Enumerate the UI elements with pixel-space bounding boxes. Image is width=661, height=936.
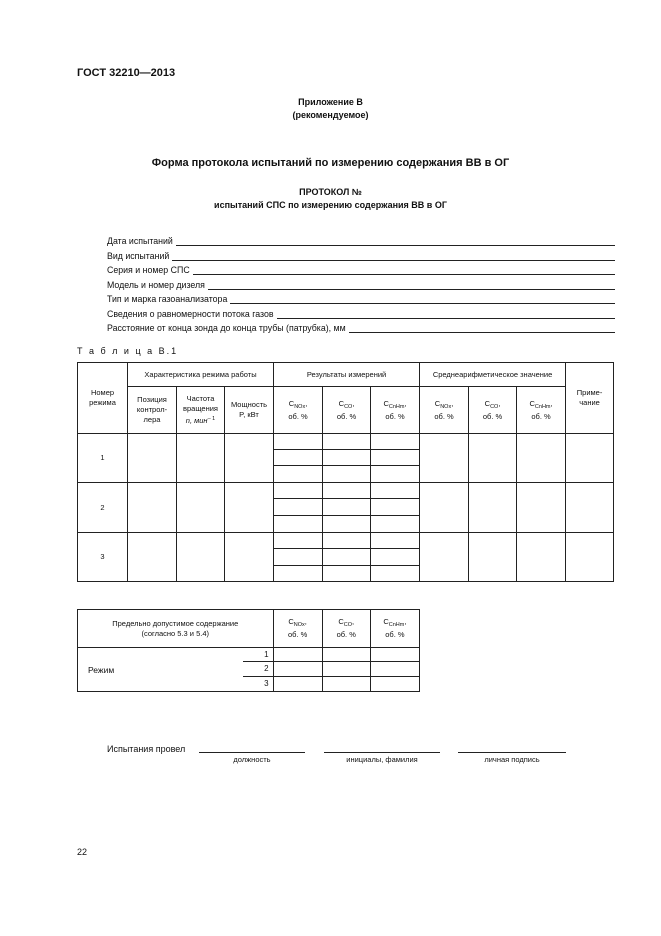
- fill-line[interactable]: [176, 236, 615, 246]
- name-caption: инициалы, фамилия: [346, 755, 418, 764]
- table-cell[interactable]: [323, 516, 371, 533]
- fill-line[interactable]: [349, 323, 615, 333]
- table-cell[interactable]: [274, 533, 323, 549]
- name-line[interactable]: [324, 752, 440, 753]
- table-cell[interactable]: [274, 499, 323, 516]
- table-cell[interactable]: [323, 434, 371, 450]
- mode-label: Режим: [78, 648, 243, 692]
- fill-line[interactable]: [208, 280, 615, 290]
- table-cell[interactable]: [566, 483, 614, 533]
- table-row: [78, 434, 614, 450]
- header-note: Приме- чание: [566, 363, 614, 434]
- field-test-type: [107, 249, 615, 261]
- signature-label: Испытания провел: [107, 744, 186, 754]
- table-cell[interactable]: [177, 533, 225, 582]
- table-cell[interactable]: [371, 516, 420, 533]
- fill-line[interactable]: [172, 251, 615, 261]
- table-cell[interactable]: [469, 483, 517, 533]
- header-cnhm-average: $C_{CnHm}$, об. %: [517, 387, 566, 434]
- header-nox-average: $C_{NOx}$, об. %: [420, 387, 469, 434]
- table-row: [78, 483, 614, 499]
- table-cell[interactable]: [322, 648, 370, 662]
- field-probe-distance: [107, 321, 615, 333]
- table-cell[interactable]: [469, 533, 517, 582]
- header-measurement-results: Результаты измерений: [274, 363, 420, 387]
- table-cell[interactable]: [371, 450, 420, 466]
- header-cnhm-result: $C_{CnHm}$, об. %: [371, 387, 420, 434]
- table-cell[interactable]: [274, 549, 323, 566]
- table-cell[interactable]: [274, 483, 323, 499]
- field-label: Серия и номер СПС: [107, 265, 190, 275]
- table-cell[interactable]: [323, 549, 371, 566]
- mode-number: 2: [78, 483, 128, 533]
- field-label: Расстояние от конца зонда до конца трубы (патрубка), мм: [107, 323, 346, 333]
- field-label: Вид испытаний: [107, 251, 170, 261]
- table-cell[interactable]: [371, 499, 420, 516]
- table-cell[interactable]: [371, 466, 420, 483]
- limits-table: [77, 609, 420, 692]
- table-cell[interactable]: [177, 434, 225, 483]
- table-cell[interactable]: [274, 466, 323, 483]
- field-label: Тип и марка газоанализатора: [107, 294, 228, 304]
- table-cell[interactable]: [370, 677, 419, 692]
- field-label: Модель и номер дизеля: [107, 280, 205, 290]
- table-cell[interactable]: [225, 483, 274, 533]
- field-diesel-model: [107, 278, 615, 290]
- protocol-heading: [0, 186, 661, 212]
- document-id: ГОСТ 32210—2013: [77, 67, 176, 79]
- table-cell[interactable]: [273, 677, 322, 692]
- mode-number: 2: [243, 662, 273, 677]
- protocol-number-label: ПРОТОКОЛ №: [299, 187, 362, 197]
- header-nox-result: $C_{NOx}$, об. %: [274, 387, 323, 434]
- table-cell[interactable]: [371, 533, 420, 549]
- table-cell[interactable]: [274, 434, 323, 450]
- header-controller-position: Позиция контрол- лера: [128, 387, 177, 434]
- protocol-subject: испытаний СПС по измерению содержания ВВ в ОГ: [214, 200, 447, 210]
- signature-caption: личная подпись: [484, 755, 540, 764]
- table-cell[interactable]: [323, 533, 371, 549]
- results-table: [77, 362, 614, 582]
- appendix-title: Приложение В: [298, 97, 363, 107]
- table-cell[interactable]: [322, 662, 370, 677]
- header-nox-limit: $C_{NOx}$, об. %: [273, 610, 322, 648]
- table-cell[interactable]: [370, 648, 419, 662]
- table-cell[interactable]: [517, 533, 566, 582]
- table-cell[interactable]: [517, 434, 566, 483]
- header-average-value: Среднеарифметическое значение: [420, 363, 566, 387]
- fill-line[interactable]: [230, 294, 615, 304]
- appendix-heading: [0, 96, 661, 122]
- table-cell[interactable]: [225, 533, 274, 582]
- table-cell[interactable]: [225, 434, 274, 483]
- header-permissible-limit: Предельно допустимое содержание (согласно 5.3 и 5.4): [78, 610, 274, 648]
- field-analyzer: [107, 292, 615, 304]
- table-cell[interactable]: [371, 549, 420, 566]
- table-cell[interactable]: [323, 499, 371, 516]
- field-test-date: [107, 234, 615, 246]
- table-cell[interactable]: [517, 483, 566, 533]
- table-cell[interactable]: [273, 648, 322, 662]
- position-caption: должность: [233, 755, 271, 764]
- table-cell[interactable]: [323, 450, 371, 466]
- table-cell[interactable]: [371, 483, 420, 499]
- header-co-average: $C_{CO}$, об. %: [469, 387, 517, 434]
- table-cell[interactable]: [128, 483, 177, 533]
- table-cell[interactable]: [420, 434, 469, 483]
- table-cell[interactable]: [371, 566, 420, 582]
- table-cell[interactable]: [566, 533, 614, 582]
- table-cell[interactable]: [323, 466, 371, 483]
- table-cell[interactable]: [273, 662, 322, 677]
- header-rotation-frequency: Частота вращения n, мин$^{- 1}$: [177, 387, 225, 434]
- table-cell[interactable]: [469, 434, 517, 483]
- table-cell[interactable]: [371, 434, 420, 450]
- field-label: Дата испытаний: [107, 236, 173, 246]
- signature-line[interactable]: [458, 752, 566, 753]
- page-number: 22: [77, 847, 88, 857]
- table-cell[interactable]: [420, 533, 469, 582]
- header-mode-number: Номер режима: [78, 363, 128, 434]
- mode-number: 3: [243, 677, 273, 692]
- fill-line[interactable]: [277, 309, 615, 319]
- mode-number: 1: [78, 434, 128, 483]
- position-line[interactable]: [199, 752, 305, 753]
- table-cell[interactable]: [274, 566, 323, 582]
- table-row: [78, 533, 614, 549]
- table-cell[interactable]: [566, 434, 614, 483]
- form-title: Форма протокола испытаний по измерению содержания ВВ в ОГ: [151, 157, 510, 169]
- table-cell[interactable]: [128, 533, 177, 582]
- table-cell[interactable]: [323, 483, 371, 499]
- table-cell[interactable]: [274, 450, 323, 466]
- header-cnhm-limit: $C_{CnHm}$, об. %: [370, 610, 419, 648]
- header-power: Мощность P, кВт: [225, 387, 274, 434]
- field-flow-uniformity: [107, 307, 615, 319]
- appendix-status: (рекомендуемое): [292, 110, 369, 120]
- field-label: Сведения о равномерности потока газов: [107, 309, 274, 319]
- header-co-result: $C_{CO}$, об. %: [323, 387, 371, 434]
- table-row: [78, 648, 420, 662]
- header-mode-characteristics: Характеристика режима работы: [128, 363, 274, 387]
- table-cell[interactable]: [420, 483, 469, 533]
- table-cell[interactable]: [370, 662, 419, 677]
- table-caption: Т а б л и ц а В.1: [77, 346, 179, 356]
- table-cell[interactable]: [274, 516, 323, 533]
- table-cell[interactable]: [323, 566, 371, 582]
- field-series: [107, 263, 615, 275]
- fill-line[interactable]: [193, 265, 615, 275]
- table-cell[interactable]: [322, 677, 370, 692]
- mode-number: 3: [78, 533, 128, 582]
- table-cell[interactable]: [128, 434, 177, 483]
- mode-number: 1: [243, 648, 273, 662]
- header-co-limit: $C_{CO}$, об. %: [322, 610, 370, 648]
- table-cell[interactable]: [177, 483, 225, 533]
